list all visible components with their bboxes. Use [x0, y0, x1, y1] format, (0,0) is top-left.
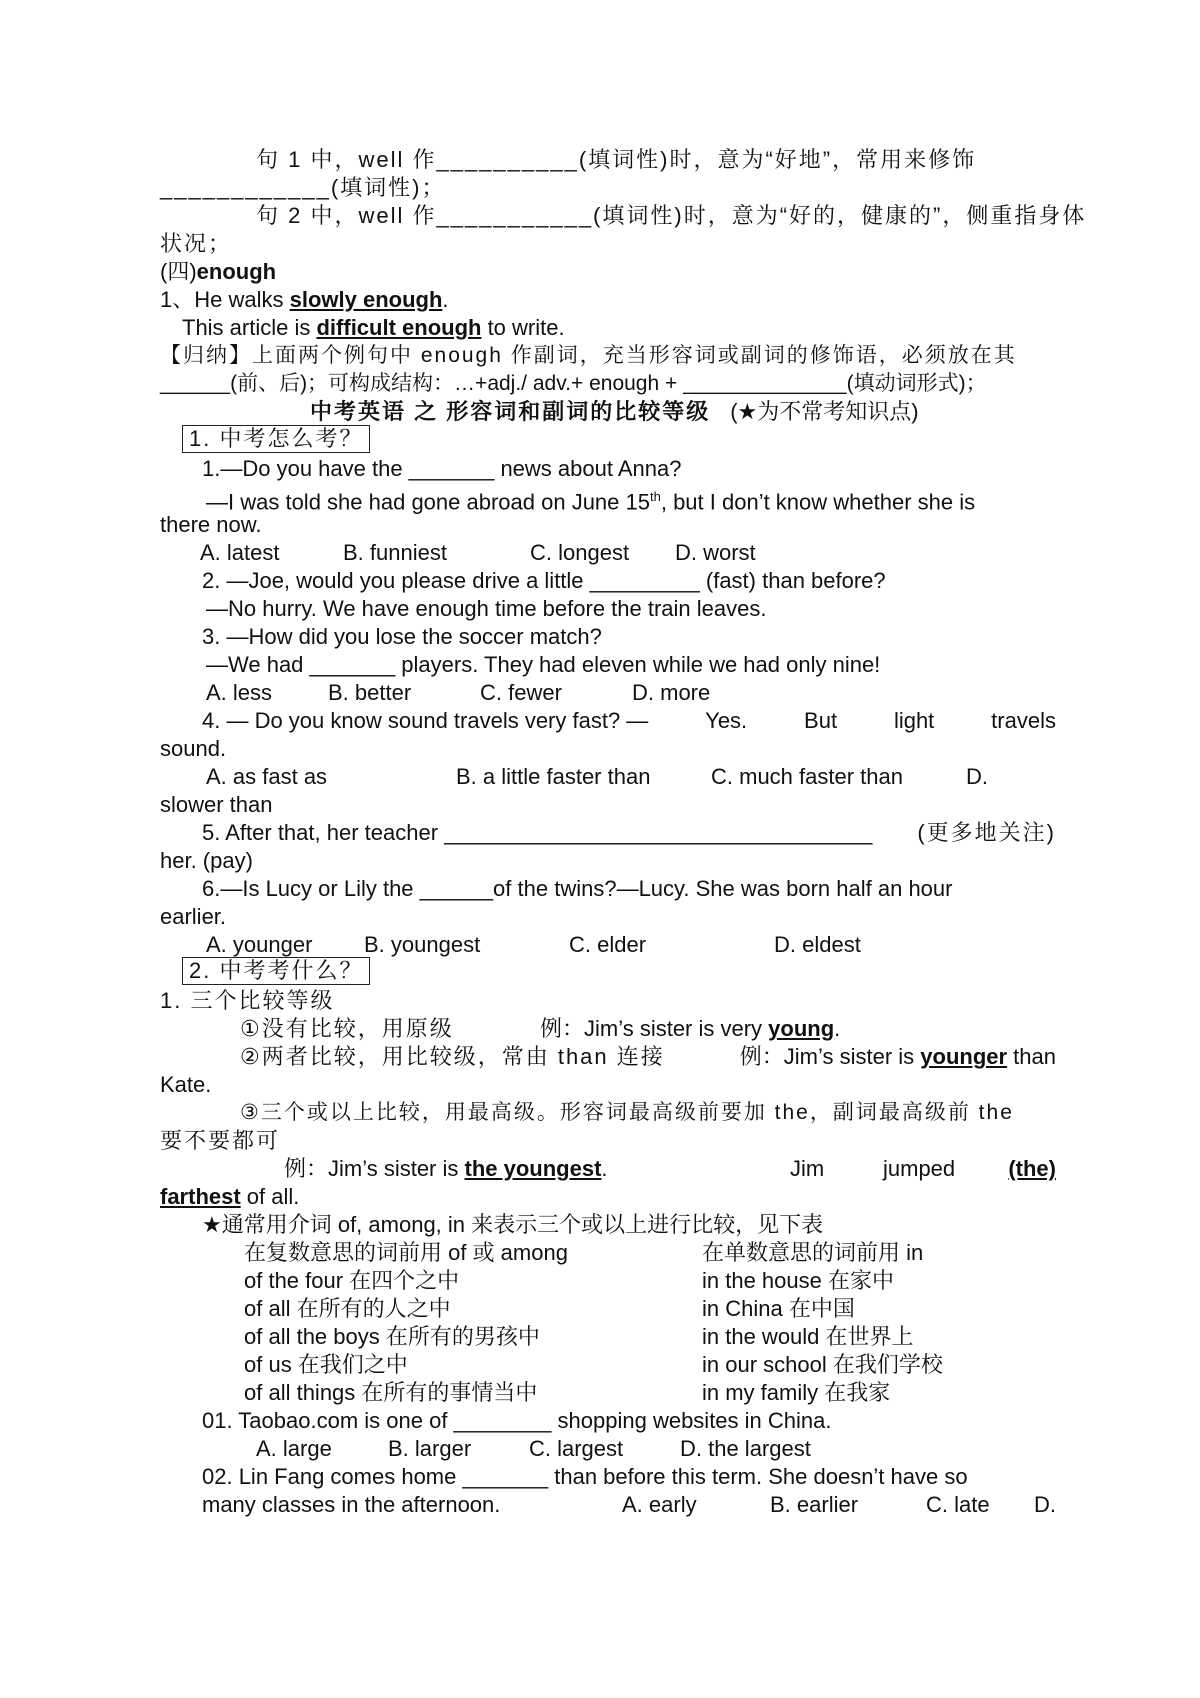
option[interactable]: D. [966, 764, 988, 789]
part1-box-label: 1. 中考怎么考？ [182, 425, 370, 453]
option[interactable]: A. younger [206, 932, 313, 957]
heading-word: enough [196, 259, 277, 284]
rule-emphasis: (the) [1008, 1156, 1056, 1181]
q5-text: 5. After that, her teacher ___________________________________ [202, 820, 873, 845]
q1b-sup: th [650, 489, 661, 504]
q1b-text: —I was told she had gone abroad on June 15 [206, 489, 650, 515]
rule-text: ②两者比较，用比较级，常由 than 连接 [240, 1044, 665, 1069]
rule-1 [240, 1015, 840, 1043]
table-cell: in China 在中国 [702, 1296, 855, 1321]
option[interactable]: C. elder [569, 932, 647, 957]
q4c: slower than [160, 792, 273, 817]
q5b: her. (pay) [160, 848, 253, 873]
q3b: —We had _______ players. They had eleven while we had only nine! [206, 652, 881, 677]
rule-example-word: jumped [883, 1156, 956, 1181]
rule-example: 例：Jim’s sister is very [540, 1016, 769, 1041]
q6: 6.—Is Lucy or Lily the ______of the twins?—Lucy. She was born half an hour [202, 876, 953, 901]
table-cell: in our school 在我们学校 [702, 1352, 943, 1377]
q4-word: But [804, 708, 838, 733]
table-cell: of all the boys 在所有的男孩中 [244, 1324, 540, 1349]
option[interactable]: A. early [622, 1492, 697, 1517]
rule-3b: 要不要都可 [160, 1128, 281, 1153]
option[interactable]: B. earlier [770, 1492, 859, 1517]
q1b-text: , but I don’t know whether she is [660, 489, 976, 515]
rule-3: ③三个或以上比较，用最高级。形容词最高级前要加 the，副词最高级前 the [240, 1101, 1014, 1124]
rule-example: . [834, 1016, 841, 1041]
section-title [310, 398, 919, 426]
option[interactable]: A. less [206, 680, 273, 705]
option[interactable]: D. more [632, 680, 711, 705]
rule-example: 例：Jim’s sister is [739, 1044, 921, 1069]
q1-options [200, 539, 756, 567]
rule-3c [284, 1155, 1056, 1183]
q1c: there now. [160, 512, 262, 537]
q4-word: Yes. [705, 708, 748, 733]
table-cell: of all things 在所有的事情当中 [244, 1380, 538, 1405]
option[interactable]: A. latest [200, 540, 280, 565]
option[interactable]: B. larger [388, 1436, 472, 1461]
well-line-1: 句 1 中，well 作__________(填词性)时，意为“好地”，常用来修饰 [256, 147, 977, 172]
rule-example: . [601, 1156, 608, 1181]
option[interactable]: D. eldest [774, 932, 861, 957]
q4b: sound. [160, 736, 227, 761]
option[interactable]: B. better [328, 680, 412, 705]
table-cell: of all 在所有的人之中 [244, 1296, 451, 1321]
rule-example: of all. [240, 1184, 300, 1209]
prep-table-left [244, 1239, 568, 1407]
rule-example: than [1007, 1044, 1056, 1069]
option[interactable]: B. youngest [364, 932, 481, 957]
prep-table-right [702, 1239, 943, 1407]
well-line-1b: ____________(填词性)； [160, 175, 446, 200]
q4 [202, 707, 1056, 735]
option[interactable]: C. fewer [480, 680, 562, 705]
exercise-text: many classes in the afternoon. [202, 1492, 501, 1517]
q5 [202, 819, 1056, 847]
table-cell: in my family 在我家 [702, 1380, 891, 1405]
q4-word: light [893, 708, 935, 733]
section-note: (★为不常考知识点) [730, 399, 919, 424]
example-text: This article is [182, 315, 317, 340]
q2b: —No hurry. We have enough time before the train leaves. [206, 596, 767, 621]
rule-emphasis: farthest [160, 1184, 241, 1209]
rule-emphasis: young [768, 1016, 835, 1041]
part2-box [182, 957, 370, 985]
section-title-text: 中考英语 之 形容词和副词的比较等级 [310, 399, 711, 424]
enough-example-1 [160, 286, 449, 314]
well-line-2b: 状况； [160, 231, 233, 256]
part2-box-label: 2. 中考考什么？ [182, 957, 370, 985]
option[interactable]: B. funniest [343, 540, 447, 565]
q1b [206, 483, 975, 516]
example-text: . [442, 287, 449, 312]
example-text: to write. [481, 315, 565, 340]
heading-prefix: (四) [160, 259, 197, 284]
example-emphasis: difficult enough [316, 315, 482, 340]
q6b: earlier. [160, 904, 227, 929]
option[interactable]: C. largest [529, 1436, 624, 1461]
rule-example: 例：Jim’s sister is [284, 1156, 465, 1181]
option[interactable]: C. much faster than [711, 764, 903, 789]
option[interactable]: D. [1034, 1492, 1056, 1517]
option[interactable]: A. large [256, 1436, 332, 1461]
rule-emphasis: the youngest [464, 1156, 602, 1181]
option[interactable]: A. as fast as [206, 764, 328, 789]
table-cell: in the house 在家中 [702, 1268, 894, 1293]
star-note: ★通常用介词 of, among, in 来表示三个或以上进行比较，见下表 [202, 1212, 824, 1237]
option[interactable]: C. longest [530, 540, 630, 565]
option[interactable]: B. a little faster than [456, 764, 651, 789]
part2-heading: 1. 三个比较等级 [160, 988, 335, 1013]
rule-2b: Kate. [160, 1072, 212, 1097]
exercise-1: 01. Taobao.com is one of ________ shopping websites in China. [202, 1408, 832, 1433]
rule-2 [240, 1043, 1056, 1071]
rule-text: ①没有比较，用原级 [240, 1016, 454, 1041]
rule-3d [160, 1183, 299, 1211]
enough-heading [160, 258, 276, 286]
q3-options [206, 679, 710, 707]
q4-options [206, 763, 988, 791]
q5-hint: (更多地关注) [917, 820, 1056, 845]
option[interactable]: D. the largest [680, 1436, 811, 1461]
table-cell: 在复数意思的词前用 of 或 among [244, 1240, 568, 1265]
exercise-2b [202, 1491, 1056, 1519]
example-emphasis: slowly enough [289, 287, 443, 312]
option[interactable]: D. worst [675, 540, 756, 565]
table-cell: in the would 在世界上 [702, 1324, 914, 1349]
q3: 3. —How did you lose the soccer match? [202, 624, 602, 649]
table-cell: 在单数意思的词前用 in [702, 1240, 924, 1265]
enough-summary: 【归纳】上面两个例句中 enough 作副词，充当形容词或副词的修饰语，必须放在其 [160, 344, 1017, 367]
enough-example-2 [182, 314, 565, 342]
rule-example-word: Jim [790, 1156, 825, 1181]
q2: 2. —Joe, would you please drive a little _________ (fast) than before? [202, 568, 886, 593]
option[interactable]: C. late [926, 1492, 990, 1517]
q1: 1.—Do you have the _______ news about Anna? [202, 456, 682, 481]
q4-word: travels [991, 708, 1056, 733]
exercise-2: 02. Lin Fang comes home _______ than before this term. She doesn’t have so [202, 1464, 968, 1489]
part1-box [182, 425, 370, 453]
well-line-2: 句 2 中，well 作___________(填词性)时，意为“好的，健康的”，侧重指身体 [256, 203, 1087, 228]
q4-word: 4. — Do you know sound travels very fast? — [202, 708, 649, 733]
rule-emphasis: younger [920, 1044, 1008, 1069]
q6-options [206, 931, 861, 959]
table-cell: of us 在我们之中 [244, 1352, 408, 1377]
enough-summary-b: ______(前、后)；可构成结构：…+adj./ adv.+ enough + ______________(填动词形式)； [160, 372, 987, 395]
table-cell: of the four 在四个之中 [244, 1268, 460, 1293]
example-text: 1、He walks [160, 287, 290, 312]
exercise-1-options [256, 1435, 811, 1463]
